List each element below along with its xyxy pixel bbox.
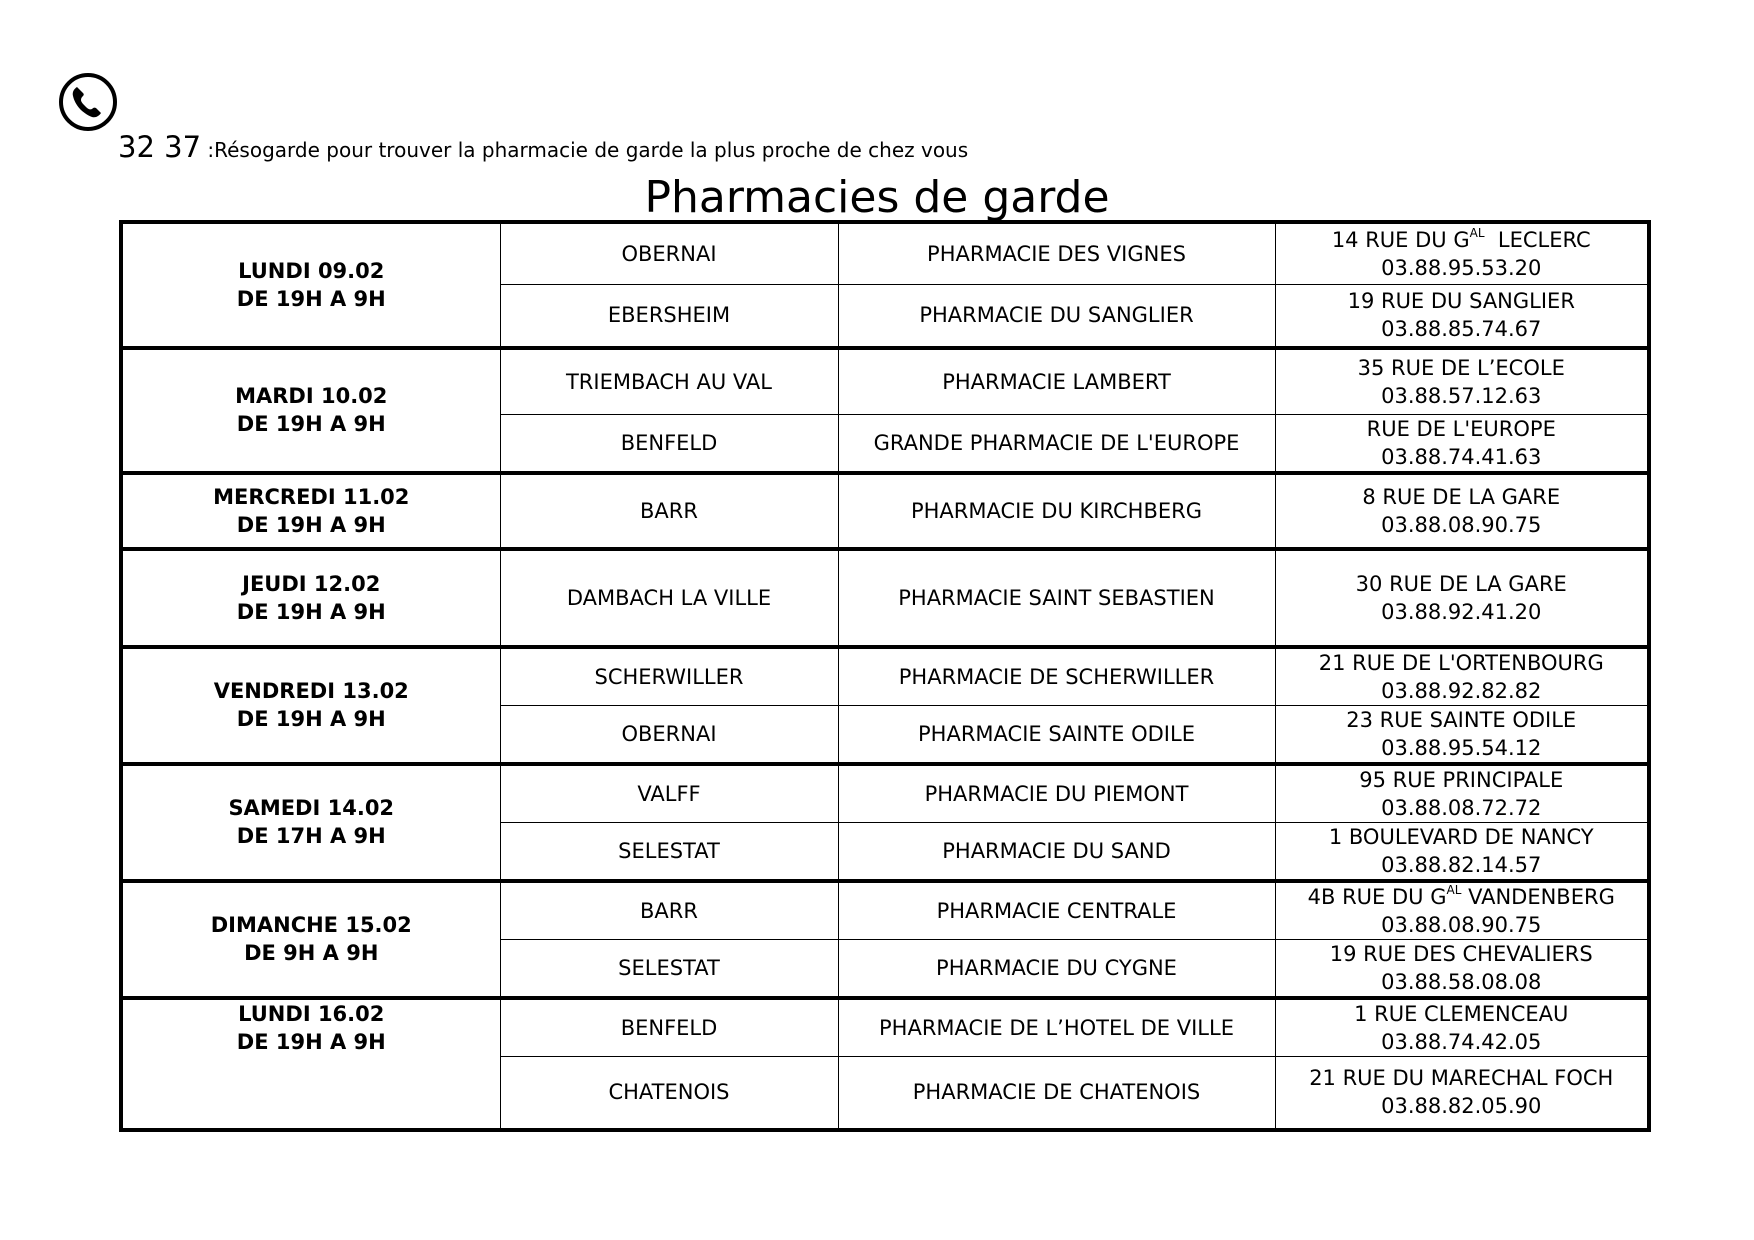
town-cell: BARR [500, 881, 838, 940]
phone-number: 03.88.95.54.12 [1381, 735, 1542, 760]
phone-number: 03.88.08.90.75 [1381, 512, 1542, 537]
pharmacy-name-cell: PHARMACIE LAMBERT [838, 348, 1275, 414]
table-row [121, 549, 1649, 647]
street-address-text: 4B RUE DU G [1307, 884, 1447, 909]
phone-number: 03.88.74.41.63 [1381, 444, 1542, 469]
table-row [121, 473, 1649, 549]
street-address [1282, 483, 1642, 511]
table-row [121, 881, 1649, 940]
duty-day-cell [121, 348, 500, 473]
duty-hours-label: DE 19H A 9H [236, 512, 386, 537]
duty-day-label: MARDI 10.02 [235, 384, 388, 409]
phone-number: 03.88.08.90.75 [1381, 912, 1542, 937]
phone-number: 03.88.82.05.90 [1381, 1094, 1542, 1119]
address-cell [1275, 705, 1649, 764]
info-line [118, 130, 968, 164]
street-address-text-after: VANDENBERG [1461, 884, 1615, 909]
table-row [121, 998, 1649, 1057]
street-address-text: 21 RUE DE L'ORTENBOURG [1318, 650, 1604, 675]
street-address-text-after: LECLERC [1484, 227, 1591, 252]
duty-day-cell [121, 647, 500, 764]
street-address [1282, 226, 1642, 254]
duty-hours-label: DE 19H A 9H [236, 599, 386, 624]
street-address-text: 1 RUE CLEMENCEAU [1354, 1001, 1569, 1026]
address-cell [1275, 549, 1649, 647]
town-cell: EBERSHEIM [500, 284, 838, 348]
pharmacy-name-cell: PHARMACIE DU SAND [838, 822, 1275, 881]
phone-number: 03.88.85.74.67 [1381, 317, 1542, 342]
pharmacy-name-cell: PHARMACIE DU PIEMONT [838, 764, 1275, 823]
pharmacy-name-cell: PHARMACIE SAINT SEBASTIEN [838, 549, 1275, 647]
address-cell [1275, 939, 1649, 998]
town-cell: SCHERWILLER [500, 647, 838, 706]
address-cell [1275, 1056, 1649, 1130]
duty-day-label: DIMANCHE 15.02 [210, 913, 412, 937]
street-address-text: 23 RUE SAINTE ODILE [1346, 707, 1577, 732]
address-cell [1275, 414, 1649, 473]
table-row [121, 348, 1649, 414]
pharmacy-name-cell: PHARMACIE DU KIRCHBERG [838, 473, 1275, 549]
street-address [1282, 415, 1642, 443]
pharmacy-name-cell: GRANDE PHARMACIE DE L'EUROPE [838, 414, 1275, 473]
duty-day-cell [121, 222, 500, 348]
street-address-text: 21 RUE DU MARECHAL FOCH [1309, 1066, 1614, 1091]
pharmacy-name-cell: PHARMACIE SAINTE ODILE [838, 705, 1275, 764]
address-cell [1275, 284, 1649, 348]
street-address [1282, 1064, 1642, 1092]
hotline-number: 32 37 [118, 130, 202, 164]
address-cell [1275, 881, 1649, 940]
duty-hours-label: DE 19H A 9H [236, 287, 386, 311]
duty-hours-label: DE 17H A 9H [236, 824, 386, 848]
duty-hours-label: DE 19H A 9H [236, 1029, 386, 1054]
phone-number: 03.88.92.41.20 [1381, 599, 1542, 624]
town-cell: TRIEMBACH AU VAL [500, 348, 838, 414]
street-address-text: 95 RUE PRINCIPALE [1359, 767, 1564, 792]
street-address [1282, 287, 1642, 315]
pharmacy-name-cell: PHARMACIE DES VIGNES [838, 222, 1275, 284]
town-cell: VALFF [500, 764, 838, 823]
phone-icon [58, 72, 118, 132]
address-superscript: AL [1469, 225, 1485, 240]
town-cell: SELESTAT [500, 939, 838, 998]
town-cell: BARR [500, 473, 838, 549]
address-cell [1275, 764, 1649, 823]
town-cell: OBERNAI [500, 705, 838, 764]
duty-day-label: JEUDI 12.02 [242, 571, 381, 596]
town-cell: OBERNAI [500, 222, 838, 284]
pharmacy-name-cell: PHARMACIE CENTRALE [838, 881, 1275, 940]
street-address [1282, 570, 1642, 598]
street-address-text: 35 RUE DE L’ECOLE [1357, 355, 1565, 380]
pharmacy-name-cell: PHARMACIE DE SCHERWILLER [838, 647, 1275, 706]
duty-hours-label: DE 19H A 9H [236, 707, 386, 731]
duty-day-label: MERCREDI 11.02 [213, 484, 410, 509]
street-address-text: 30 RUE DE LA GARE [1355, 571, 1567, 596]
duty-day-cell [121, 881, 500, 998]
phone-number: 03.88.08.72.72 [1381, 795, 1542, 820]
street-address [1282, 766, 1642, 794]
table-row [121, 647, 1649, 706]
phone-number: 03.88.74.42.05 [1381, 1029, 1542, 1054]
duty-schedule-table [119, 220, 1651, 1132]
street-address-text: 14 RUE DU G [1331, 227, 1470, 252]
duty-day-label: VENDREDI 13.02 [213, 679, 409, 703]
address-cell [1275, 647, 1649, 706]
phone-number: 03.88.57.12.63 [1381, 383, 1542, 408]
address-cell [1275, 998, 1649, 1057]
hotline-description: :Résogarde pour trouver la pharmacie de garde la plus proche de chez vous [201, 138, 969, 162]
schedule-body [121, 222, 1649, 1130]
duty-day-cell [121, 473, 500, 549]
pharmacy-name-cell: PHARMACIE DE CHATENOIS [838, 1056, 1275, 1130]
pharmacy-name-cell: PHARMACIE DU SANGLIER [838, 284, 1275, 348]
street-address-text: 1 BOULEVARD DE NANCY [1328, 824, 1594, 849]
town-cell: SELESTAT [500, 822, 838, 881]
duty-day-label: LUNDI 16.02 [238, 1001, 385, 1026]
street-address [1282, 354, 1642, 382]
street-address-text: RUE DE L'EUROPE [1366, 416, 1556, 441]
duty-day-cell [121, 549, 500, 647]
page-title: Pharmacies de garde [644, 172, 1110, 223]
address-cell [1275, 222, 1649, 284]
table-row [121, 764, 1649, 823]
duty-hours-label: DE 9H A 9H [244, 941, 379, 965]
street-address-text: 19 RUE DES CHEVALIERS [1329, 941, 1593, 966]
phone-number: 03.88.92.82.82 [1381, 678, 1542, 703]
address-superscript: AL [1446, 882, 1462, 897]
street-address [1282, 1000, 1642, 1028]
pharmacy-name-cell: PHARMACIE DE L’HOTEL DE VILLE [838, 998, 1275, 1057]
town-cell: CHATENOIS [500, 1056, 838, 1130]
duty-day-label: LUNDI 09.02 [238, 259, 385, 283]
street-address [1282, 940, 1642, 968]
phone-number: 03.88.95.53.20 [1381, 255, 1542, 280]
address-cell [1275, 473, 1649, 549]
street-address [1282, 706, 1642, 734]
duty-day-cell [121, 764, 500, 881]
street-address [1282, 823, 1642, 851]
town-cell: BENFELD [500, 998, 838, 1057]
street-address [1282, 883, 1642, 911]
address-cell [1275, 348, 1649, 414]
address-cell [1275, 822, 1649, 881]
phone-number: 03.88.58.08.08 [1381, 969, 1542, 994]
duty-day-cell [121, 998, 500, 1131]
street-address-text: 8 RUE DE LA GARE [1362, 484, 1561, 509]
duty-day-label: SAMEDI 14.02 [228, 796, 395, 820]
street-address-text: 19 RUE DU SANGLIER [1347, 289, 1575, 314]
phone-number: 03.88.82.14.57 [1381, 852, 1542, 877]
duty-hours-label: DE 19H A 9H [236, 412, 386, 437]
town-cell: DAMBACH LA VILLE [500, 549, 838, 647]
street-address [1282, 649, 1642, 677]
town-cell: BENFELD [500, 414, 838, 473]
pharmacy-name-cell: PHARMACIE DU CYGNE [838, 939, 1275, 998]
table-row [121, 222, 1649, 284]
